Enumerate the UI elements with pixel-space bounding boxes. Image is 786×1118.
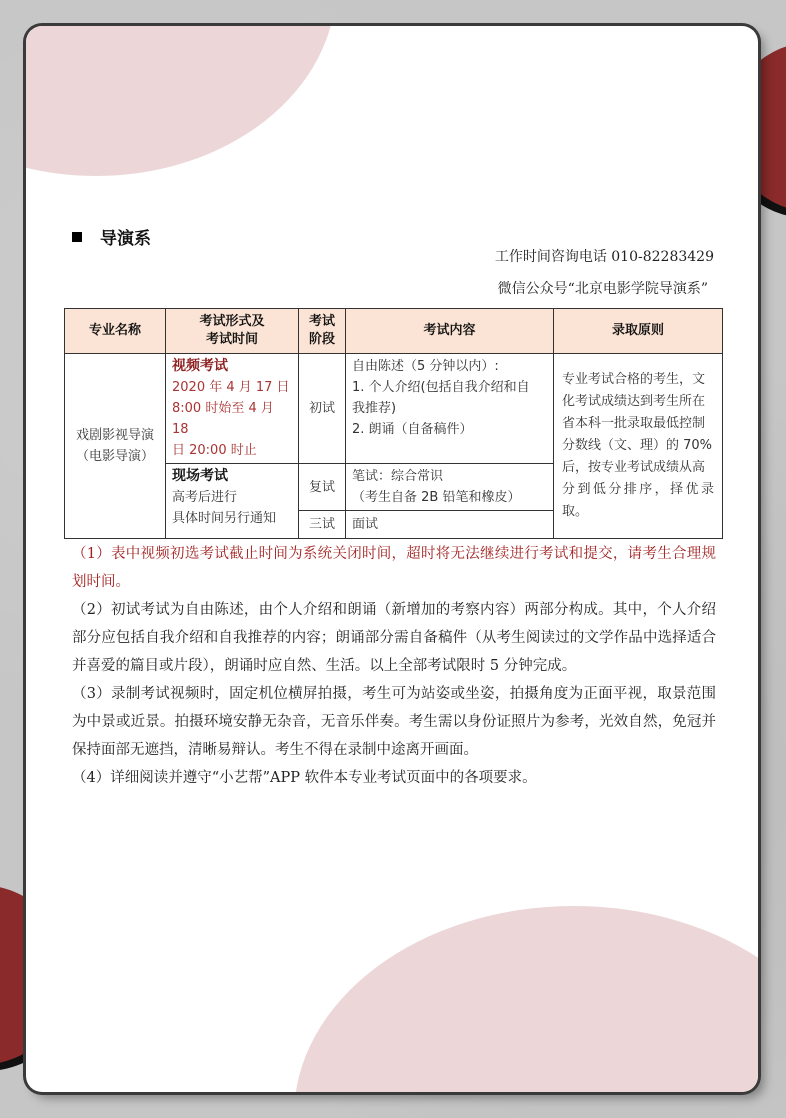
note-2: （2）初试考试为自由陈述，由个人介绍和朗诵（新增加的考察内容）两部分构成。其中，个人介绍部分应包括自我介绍和自我推荐的内容；朗诵部分需自备稿件（从考生阅读过的文学作品中选择适合并喜爱的篇目或片段），朗诵时应自然、生活。以上全部考试限时 5 分钟完成。	[72, 602, 716, 674]
header-content: 考试内容	[346, 309, 554, 354]
header-major: 专业名称	[65, 309, 166, 354]
contact-wechat: 微信公众号“北京电影学院导演系”	[497, 281, 708, 297]
header-form-time	[166, 309, 299, 354]
admission-line3: 省本科一批录取最低控制	[562, 416, 706, 431]
header-stage	[299, 309, 346, 354]
header-time-line: 考试时间	[205, 332, 258, 347]
content-second-2: （考生自备 2B 铅笔和橡皮）	[352, 490, 521, 505]
admission-line6: 分到低分排序，择优录取。	[562, 482, 714, 519]
content-second-1: 笔试：综合常识	[352, 469, 444, 484]
video-exam-title: 视频考试	[172, 358, 228, 374]
note-3: （3）录制考试视频时，固定机位横屏拍摄，考生可为站姿或坐姿，拍摄角度为正面平视，取景范围为中景或近景。拍摄环境安静无杂音，无音乐伴奏。考生需以身份证照片为参考，光效自然，免冠并保持面部无遮挡，清晰易辩认。考生不得在录制中途离开画面。	[72, 686, 716, 758]
cell-major	[65, 354, 166, 539]
section-heading	[72, 224, 151, 249]
admission-line1: 专业考试合格的考生，文	[562, 372, 706, 387]
exam-table	[64, 308, 723, 539]
table-row	[65, 354, 723, 464]
square-bullet-icon	[72, 232, 82, 242]
notes-section	[72, 540, 716, 792]
cell-onsite-exam	[166, 464, 299, 539]
major-line2: （电影导演）	[75, 449, 154, 464]
video-exam-time-1: 2020 年 4 月 17 日	[172, 380, 290, 395]
cell-video-exam	[166, 354, 299, 464]
cell-content-first	[346, 354, 554, 464]
header-admission: 录取原则	[554, 309, 723, 354]
cell-stage-second: 复试	[299, 464, 346, 511]
onsite-exam-line1: 高考后进行	[172, 490, 238, 505]
cell-content-third: 面试	[346, 511, 554, 539]
cell-stage-first: 初试	[299, 354, 346, 464]
cell-content-second	[346, 464, 554, 511]
header-form-line: 考试形式及	[199, 314, 265, 329]
content-first-1: 自由陈述（5 分钟以内）:	[352, 359, 499, 374]
admission-line4: 分数线（文、理）的 70%	[562, 438, 713, 453]
video-exam-time-2: 8:00 时始至 4 月 18	[172, 401, 274, 437]
admission-line2: 化考试成绩达到考生所在	[562, 394, 706, 409]
major-line1: 戏剧影视导演	[75, 428, 154, 443]
onsite-exam-title: 现场考试	[172, 468, 228, 484]
cell-stage-third: 三试	[299, 511, 346, 539]
content-first-3: 我推荐)	[352, 401, 397, 416]
decor-blob-bottom-right	[294, 906, 758, 1092]
header-stage-line2: 阶段	[308, 332, 335, 347]
header-stage-line1: 考试	[308, 314, 335, 329]
onsite-exam-line2: 具体时间另行通知	[172, 511, 277, 526]
note-1: （1）表中视频初选考试截止时间为系统关闭时间，超时将无法继续进行考试和提交，请考生合理规划时间。	[72, 546, 716, 590]
note-4: （4）详细阅读并遵守“小艺帮”APP 软件本专业考试页面中的各项要求。	[72, 770, 537, 786]
decor-blob-top-left	[26, 26, 336, 176]
content-first-4: 2. 朗诵（自备稿件）	[352, 422, 473, 437]
video-exam-time-3: 日 20:00 时止	[172, 443, 257, 458]
admission-line5: 后，按专业考试成绩从高	[562, 460, 706, 475]
content-first-2: 1. 个人介绍(包括自我介绍和自	[352, 380, 530, 395]
cell-admission	[554, 354, 723, 539]
section-title: 导演系	[100, 229, 151, 249]
contact-phone: 工作时间咨询电话 010-82283429	[494, 249, 714, 265]
table-header-row	[65, 309, 723, 354]
